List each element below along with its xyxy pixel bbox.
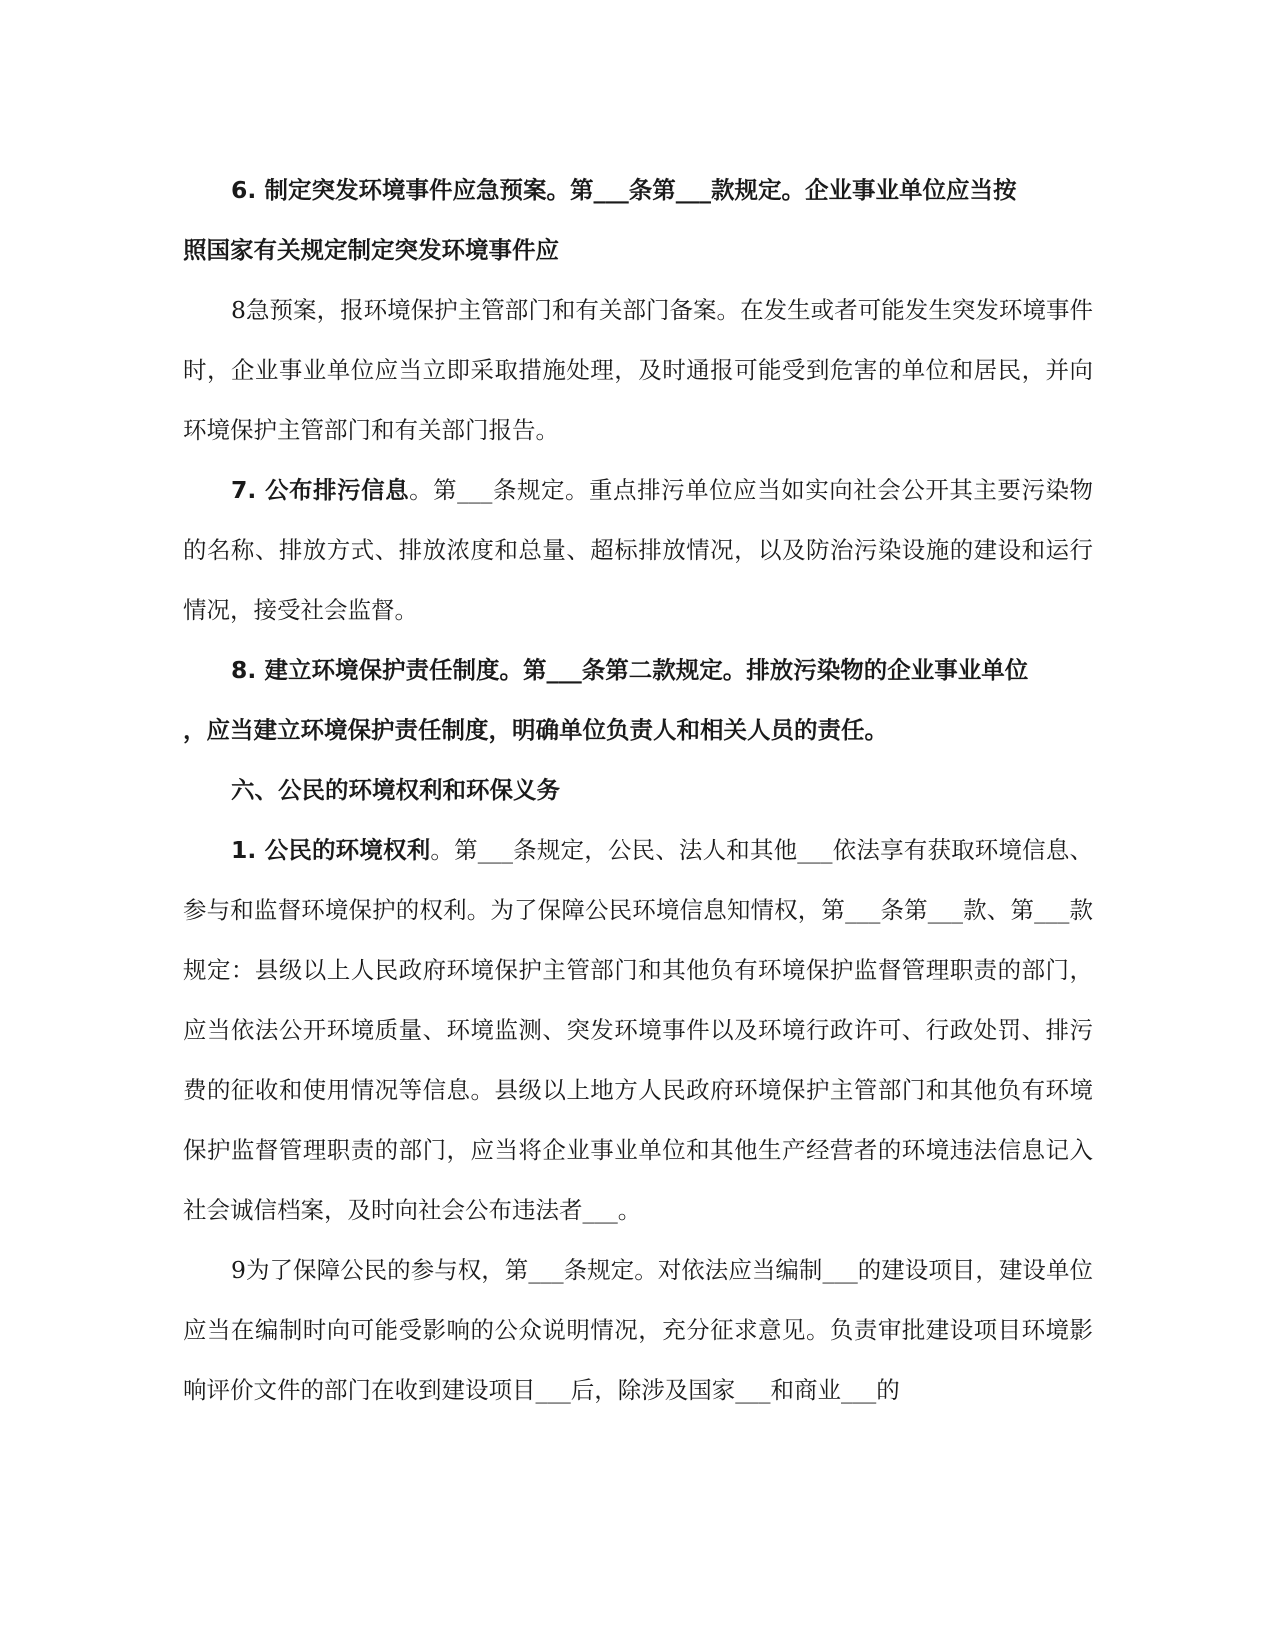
paragraph-7 [183, 460, 1093, 640]
section-6-item-1-title: 1. 公民的环境权利 [231, 836, 431, 864]
section-6-item-1 [183, 820, 1093, 1240]
paragraph-8-line-1: 8. 建立环境保护责任制度。第___条第二款规定。排放污染物的企业事业单位 [231, 656, 1029, 684]
section-6-item-1-body: 。第___条规定，公民、法人和其他___依法享有获取环境信息、参与和监督环境保护的权利。为了保障公民环境信息知情权，第___条第___款、第___款规定：县级以上人民政府环境保护主管部门和其他负有环境保护监督管理职责的部门，应当依法公开环境质量、环境监测、突发环境事件以及环境行政许可、行政处罚、排污费的征收和使用情况等信息。县级以上地方人民政府环境保护主管部门和其他负有环境保护监督管理职责的部门，应当将企业事业单位和其他生产经营者的环境违法信息记入社会诚信档案，及时向社会公布违法者___。 [183, 836, 1094, 1224]
paragraph-7-title: 7. 公布排污信息 [231, 476, 410, 504]
paragraph-8-line-2: ，应当建立环境保护责任制度，明确单位负责人和相关人员的责任。 [183, 716, 888, 744]
paragraph-7-body: 。第___条规定。重点排污单位应当如实向社会公开其主要污染物的名称、排放方式、排放浓度和总量、超标排放情况，以及防治污染设施的建设和运行情况，接受社会监督。 [183, 476, 1093, 624]
paragraph-6-body: 8急预案，报环境保护主管部门和有关部门备案。在发生或者可能发生突发环境事件时，企业事业单位应当立即采取措施处理，及时通报可能受到危害的单位和居民，并向环境保护主管部门和有关部门报告。 [183, 296, 1093, 444]
document-page [183, 160, 1093, 1420]
paragraph-6-heading-line-2: 照国家有关规定制定突发环境事件应 [183, 236, 559, 264]
paragraph-6-heading-line: 6. 制定突发环境事件应急预案。第___条第___款规定。企业事业单位应当按 [231, 176, 1017, 204]
paragraph-9: 9为了保障公民的参与权，第___条规定。对依法应当编制___的建设项目，建设单位应当在编制时向可能受影响的公众说明情况，充分征求意见。负责审批建设项目环境影响评价文件的部门在收到建设项目___后，除涉及国家___和商业___的 [183, 1256, 1093, 1404]
section-6-heading: 六、公民的环境权利和环保义务 [231, 776, 560, 804]
